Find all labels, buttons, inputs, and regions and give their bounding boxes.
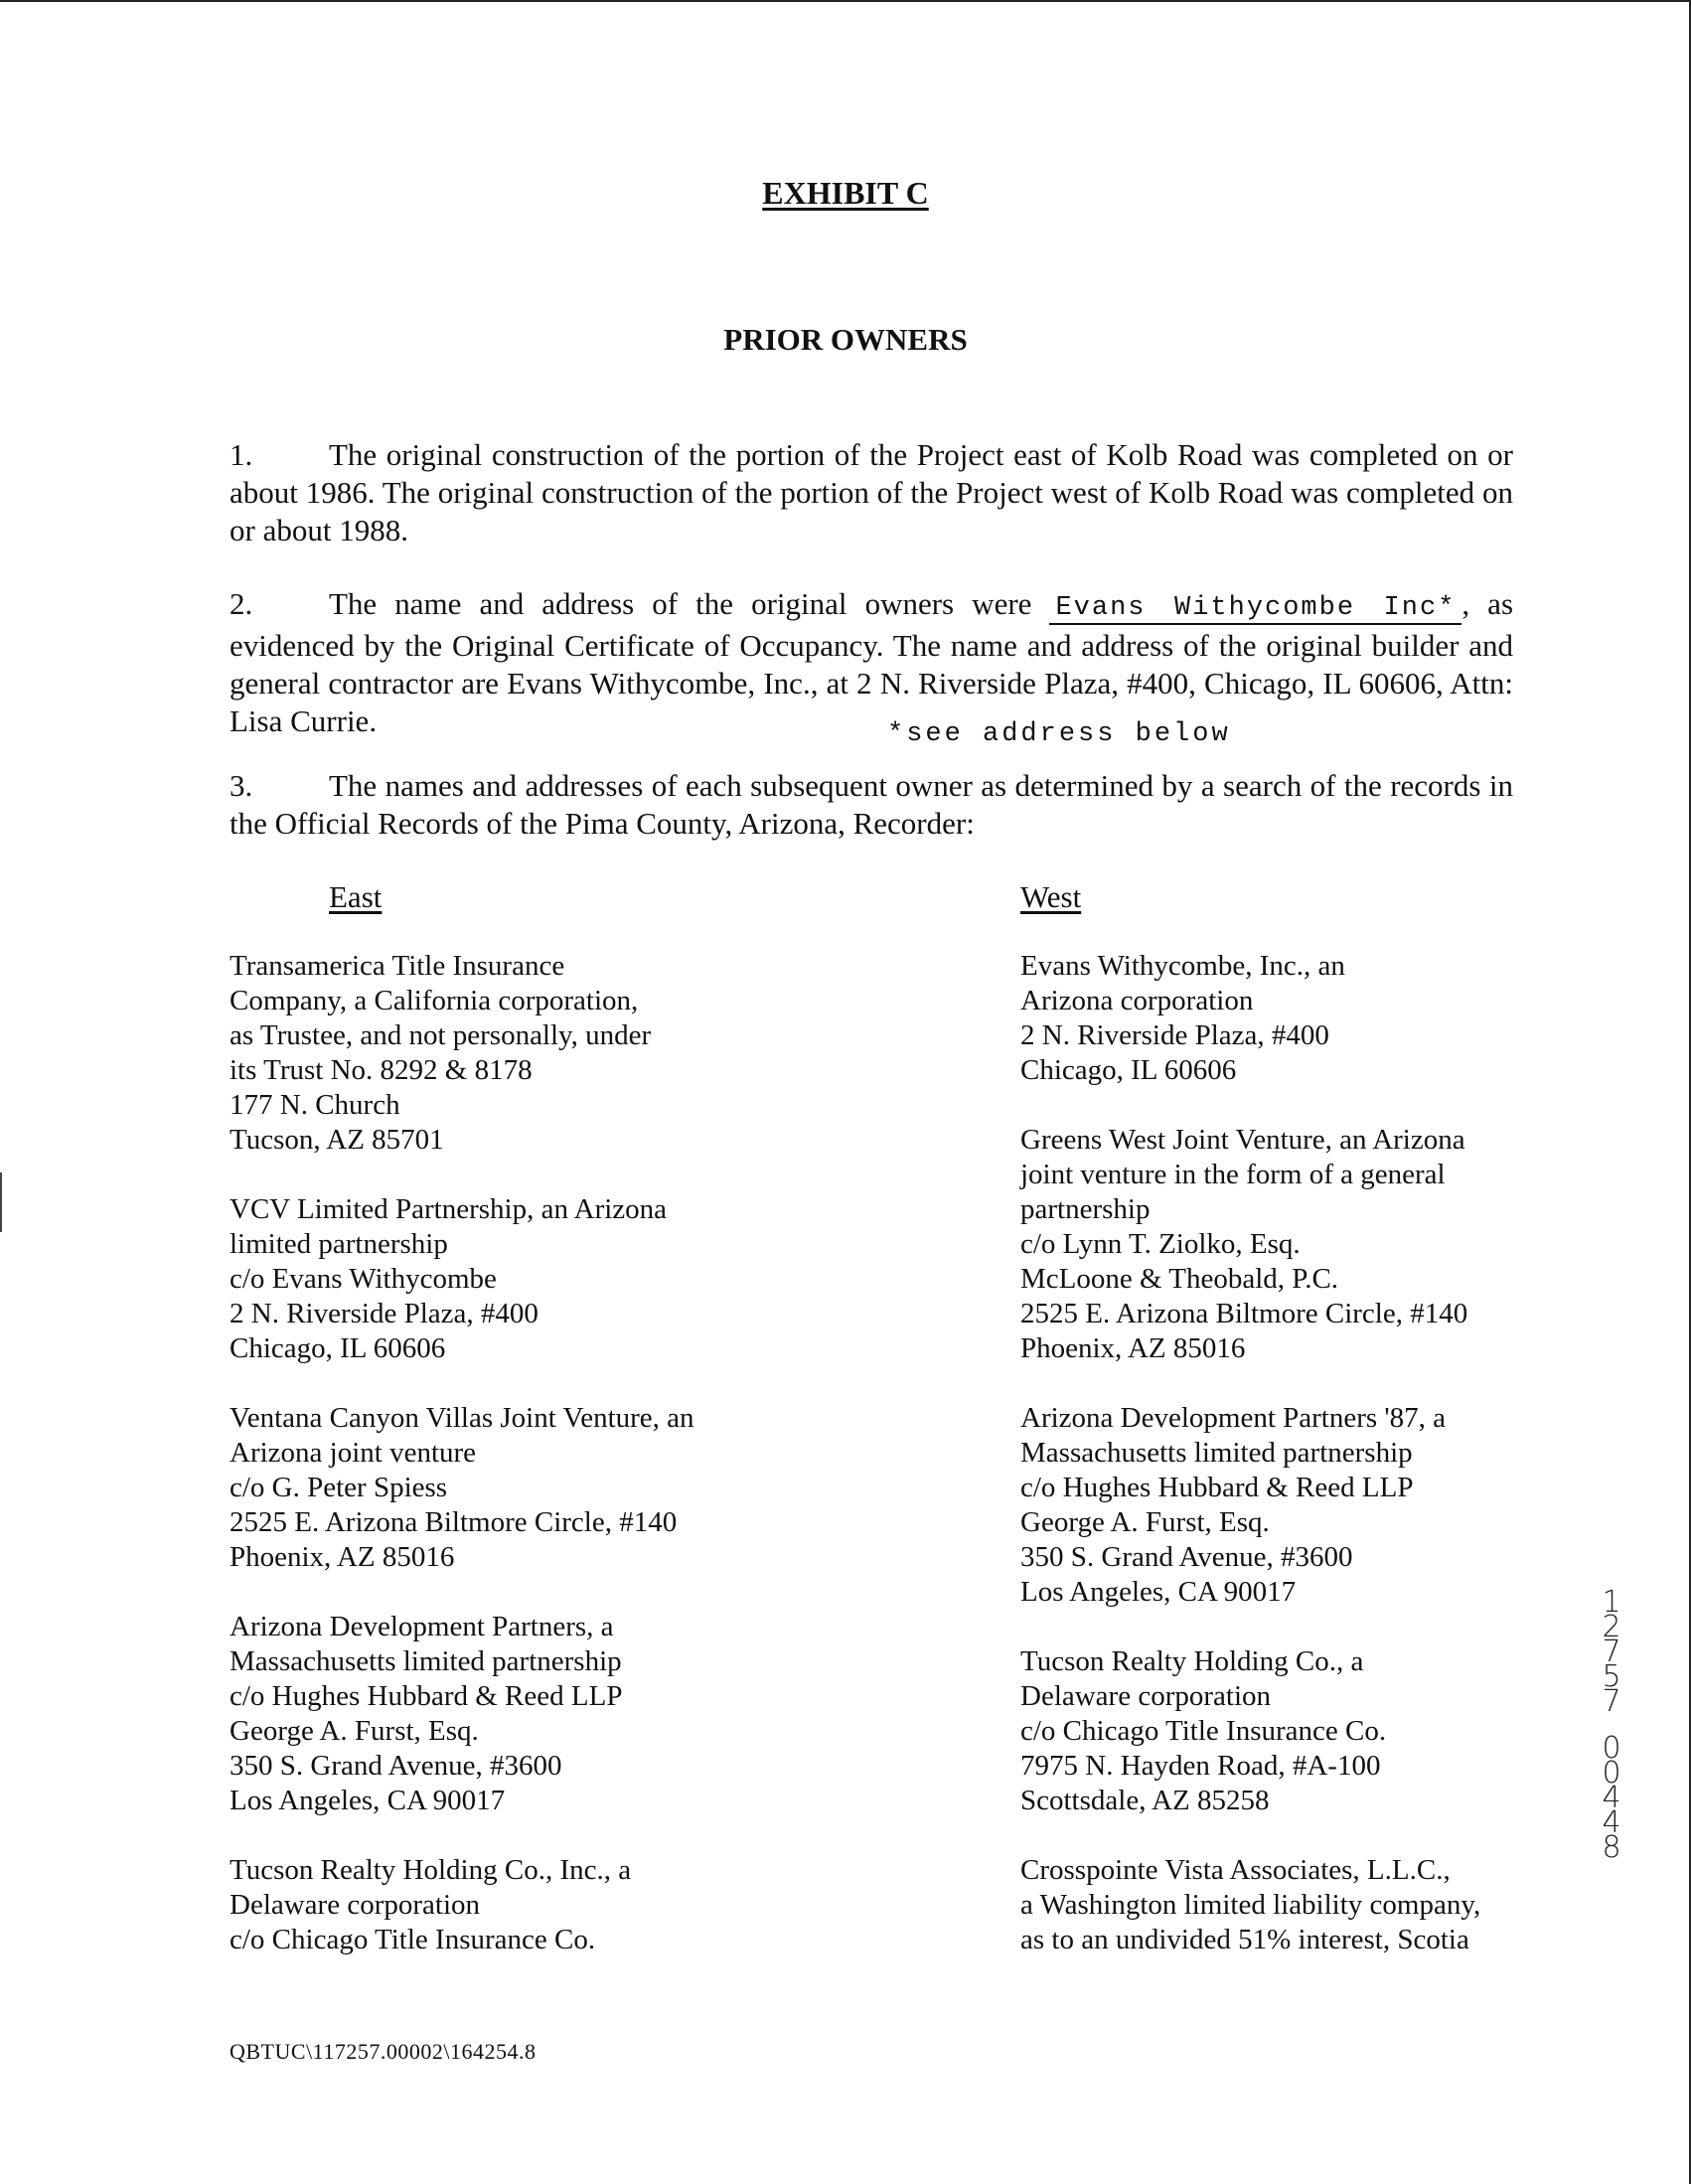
east-owner-entry — [230, 1853, 631, 1957]
owner-line: 2525 E. Arizona Biltmore Circle, #140 — [230, 1506, 678, 1538]
east-owner-entry — [230, 1401, 694, 1575]
paragraph-3 — [230, 767, 1513, 843]
owner-line: Arizona joint venture — [230, 1437, 477, 1469]
section-title: PRIOR OWNERS — [723, 322, 968, 357]
owner-line: c/o Chicago Title Insurance Co. — [230, 1924, 596, 1955]
paragraph-2 — [230, 585, 1513, 740]
scan-edge-mark — [0, 1172, 2, 1232]
owner-line: Delaware corporation — [1020, 1680, 1272, 1712]
owner-line: Tucson, AZ 85701 — [230, 1124, 444, 1156]
paragraph-text: The original construction of the portion of the Project east of Kolb Road was completed on or about 1986. The original construction of the portion of the Project west of Kolb Road was completed on or about 1988. — [230, 437, 1513, 547]
owner-line: McLoone & Theobald, P.C. — [1020, 1263, 1339, 1295]
owner-line: c/o Evans Withycombe — [230, 1263, 497, 1295]
owner-line: Los Angeles, CA 90017 — [1020, 1576, 1297, 1608]
owner-line: Arizona Development Partners, a — [230, 1611, 614, 1642]
typed-note: *see address below — [887, 719, 1231, 749]
document-id-footer: QBTUC\117257.00002\164254.8 — [230, 2039, 537, 2064]
owner-line: partnership — [1020, 1193, 1151, 1225]
owner-line: 2 N. Riverside Plaza, #400 — [230, 1298, 538, 1329]
owner-line: Company, a California corporation, — [230, 985, 639, 1016]
owner-line: c/o Chicago Title Insurance Co. — [1020, 1715, 1387, 1747]
margin-stamp — [1598, 1585, 1625, 1865]
paragraph-text: The name and address of the original owners were — [329, 586, 1032, 621]
east-owner-entry — [230, 1192, 667, 1366]
scan-edge-top — [0, 0, 1691, 2]
owner-line: Greens West Joint Venture, an Arizona — [1020, 1124, 1465, 1156]
owner-line: c/o Hughes Hubbard & Reed LLP — [1020, 1472, 1414, 1503]
margin-stamp-upper: 1 2 7 5 7 — [1602, 1585, 1621, 1719]
owner-line: Phoenix, AZ 85016 — [1020, 1332, 1246, 1364]
east-owner-entry — [230, 1610, 622, 1818]
owner-line: Crosspointe Vista Associates, L.L.C., — [1020, 1854, 1451, 1886]
owner-line: as Trustee, and not personally, under — [230, 1019, 652, 1051]
owner-line: 177 N. Church — [230, 1089, 400, 1121]
paragraph-number: 2. — [230, 586, 253, 621]
owner-line: Transamerica Title Insurance — [230, 950, 565, 982]
paragraph-1 — [230, 436, 1513, 549]
paragraph-text-continued: , as evidenced by the Original Certificate of Occupancy. The name and address of the original builder and general contractor are Evans Withycombe, Inc., at 2 N. Riverside Plaza, #400, Chicago, IL 60606, Attn: Lisa Currie. — [230, 586, 1514, 738]
paragraph-text: The names and addresses of each subsequent owner as determined by a search of the records in the Official Records of the Pima County, Arizona, Recorder: — [230, 768, 1513, 841]
owner-line: Phoenix, AZ 85016 — [230, 1541, 455, 1573]
owner-line: as to an undivided 51% interest, Scotia — [1020, 1924, 1469, 1955]
owner-line: Massachusetts limited partnership — [230, 1645, 622, 1677]
owner-line: VCV Limited Partnership, an Arizona — [230, 1193, 668, 1225]
owner-line: George A. Furst, Esq. — [230, 1715, 479, 1747]
owner-line: 350 S. Grand Avenue, #3600 — [230, 1750, 562, 1782]
owner-line: Ventana Canyon Villas Joint Venture, an — [230, 1402, 694, 1434]
west-column-heading: West — [1020, 879, 1082, 914]
west-owner-entry — [1020, 1401, 1446, 1610]
owner-line: Tucson Realty Holding Co., a — [1020, 1645, 1364, 1677]
owner-line: Los Angeles, CA 90017 — [230, 1785, 506, 1816]
original-owner-filled-value: Evans Withycombe Inc* — [1049, 593, 1461, 625]
owner-line: 2 N. Riverside Plaza, #400 — [1020, 1019, 1329, 1051]
west-owner-entry — [1020, 1644, 1386, 1818]
owner-line: Tucson Realty Holding Co., Inc., a — [230, 1854, 632, 1886]
owner-line: its Trust No. 8292 & 8178 — [230, 1054, 533, 1086]
owner-line: Arizona corporation — [1020, 985, 1254, 1016]
owner-line: a Washington limited liability company, — [1020, 1889, 1481, 1921]
owner-line: Arizona Development Partners '87, a — [1020, 1402, 1447, 1434]
west-owner-entry — [1020, 1123, 1467, 1366]
paragraph-number: 1. — [230, 437, 253, 472]
margin-stamp-lower: 0 0 4 4 8 — [1602, 1731, 1621, 1865]
owner-line: joint venture in the form of a general — [1020, 1159, 1446, 1190]
west-owner-entry — [1020, 949, 1345, 1088]
owner-line: Chicago, IL 60606 — [230, 1332, 446, 1364]
owner-line: 350 S. Grand Avenue, #3600 — [1020, 1541, 1353, 1573]
owner-line: 2525 E. Arizona Biltmore Circle, #140 — [1020, 1298, 1468, 1329]
owner-line: Evans Withycombe, Inc., an — [1020, 950, 1345, 982]
exhibit-title: EXHIBIT C — [762, 175, 929, 211]
owner-line: c/o G. Peter Spiess — [230, 1472, 448, 1503]
owner-line: Scottsdale, AZ 85258 — [1020, 1785, 1270, 1816]
owner-line: c/o Hughes Hubbard & Reed LLP — [230, 1680, 623, 1712]
owner-line: Delaware corporation — [230, 1889, 481, 1921]
east-column-heading: East — [329, 879, 383, 914]
east-owner-entry — [230, 949, 651, 1158]
west-owner-entry — [1020, 1853, 1480, 1957]
owner-line: 7975 N. Hayden Road, #A-100 — [1020, 1750, 1381, 1782]
owner-line: limited partnership — [230, 1228, 448, 1260]
owner-line: Massachusetts limited partnership — [1020, 1437, 1413, 1469]
paragraph-number: 3. — [230, 768, 253, 803]
owner-line: c/o Lynn T. Ziolko, Esq. — [1020, 1228, 1301, 1260]
owner-line: Chicago, IL 60606 — [1020, 1054, 1237, 1086]
owner-line: George A. Furst, Esq. — [1020, 1506, 1270, 1538]
